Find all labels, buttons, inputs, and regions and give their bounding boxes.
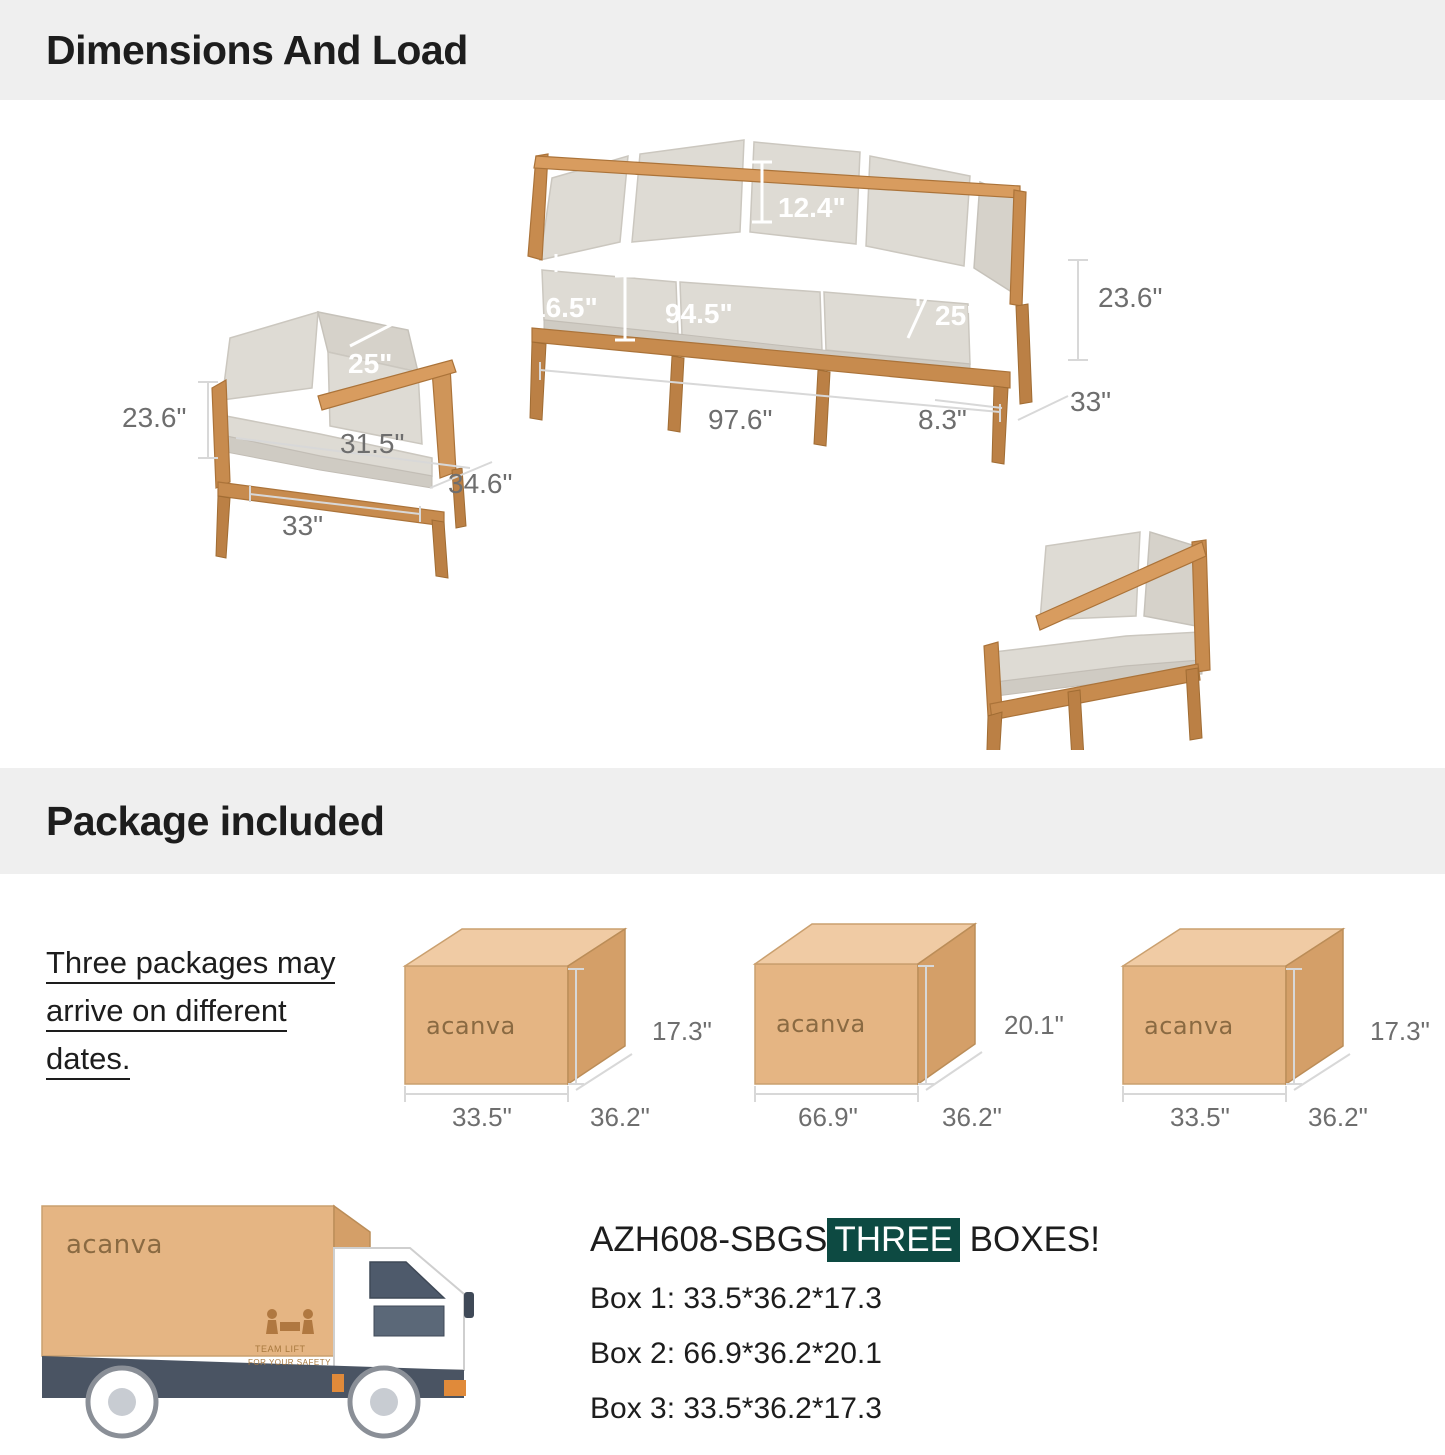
dim-sofa-overall-height: 23.6" bbox=[1098, 282, 1163, 313]
dim-chair-height: 23.6" bbox=[122, 402, 187, 433]
box-1-width: 33.5" bbox=[452, 1102, 512, 1132]
dim-sofa-seat-width: 94.5" bbox=[665, 298, 733, 329]
box-line-2: Box 2: 66.9*36.2*20.1 bbox=[590, 1337, 882, 1370]
package-note-text: Three packages may arrive on different dates. bbox=[46, 945, 335, 1080]
box-3-width: 33.5" bbox=[1170, 1102, 1230, 1132]
box-2-brand: acanva bbox=[776, 1010, 866, 1038]
dim-chair-back-height: 25" bbox=[348, 348, 393, 379]
box-3-depth: 36.2" bbox=[1308, 1102, 1368, 1132]
box-3-brand: acanva bbox=[1144, 1012, 1234, 1040]
dim-chair-width: 31.5" bbox=[340, 428, 405, 459]
package-contents bbox=[0, 874, 1445, 1455]
package-box-1 bbox=[400, 924, 712, 1132]
box-line-1: Box 1: 33.5*36.2*17.3 bbox=[590, 1282, 882, 1315]
box-2-height: 20.1" bbox=[1004, 1010, 1064, 1040]
package-box-3 bbox=[1118, 924, 1430, 1132]
dim-chair-seat-depth: 12.4" bbox=[352, 288, 420, 319]
sku-headline bbox=[590, 1220, 1100, 1260]
dim-sofa-seat-depth: 25" bbox=[935, 300, 980, 331]
box-1-brand: acanva bbox=[426, 1012, 516, 1040]
box-3-height: 17.3" bbox=[1370, 1016, 1430, 1046]
dim-sofa-overall-width: 97.6" bbox=[708, 404, 773, 435]
page-title: Dimensions And Load bbox=[46, 26, 468, 73]
dim-sofa-seat-height: 16.5" bbox=[530, 292, 598, 323]
box-1-height: 17.3" bbox=[652, 1016, 712, 1046]
dimensions-diagram bbox=[0, 100, 1445, 768]
box-2-depth: 36.2" bbox=[942, 1102, 1002, 1132]
sku-highlight: THREE bbox=[827, 1218, 960, 1262]
section-header-dimensions bbox=[0, 0, 1445, 100]
dim-sofa-cushion-thickness: 12.4" bbox=[778, 192, 846, 223]
sku-suffix: BOXES! bbox=[969, 1220, 1100, 1259]
dim-chair-depth: 34.6" bbox=[448, 468, 513, 499]
box-line-3: Box 3: 33.5*36.2*17.3 bbox=[590, 1392, 882, 1425]
box-1-depth: 36.2" bbox=[590, 1102, 650, 1132]
dim-sofa-overall-depth: 33" bbox=[1070, 386, 1112, 417]
package-note bbox=[46, 939, 366, 1083]
package-box-2 bbox=[750, 914, 1064, 1132]
section-header-package bbox=[0, 768, 1445, 874]
truck-brand: acanva bbox=[66, 1230, 163, 1260]
box-2-width: 66.9" bbox=[798, 1102, 858, 1132]
dim-chair-base-width: 33" bbox=[282, 510, 324, 541]
dim-sofa-arm-width: 8.3" bbox=[918, 404, 967, 435]
safety-label: FOR YOUR SAFETY bbox=[248, 1358, 331, 1367]
sku-code: AZH608-SBGS bbox=[590, 1220, 828, 1259]
team-lift-label: TEAM LIFT bbox=[255, 1344, 306, 1354]
package-title: Package included bbox=[46, 797, 385, 844]
